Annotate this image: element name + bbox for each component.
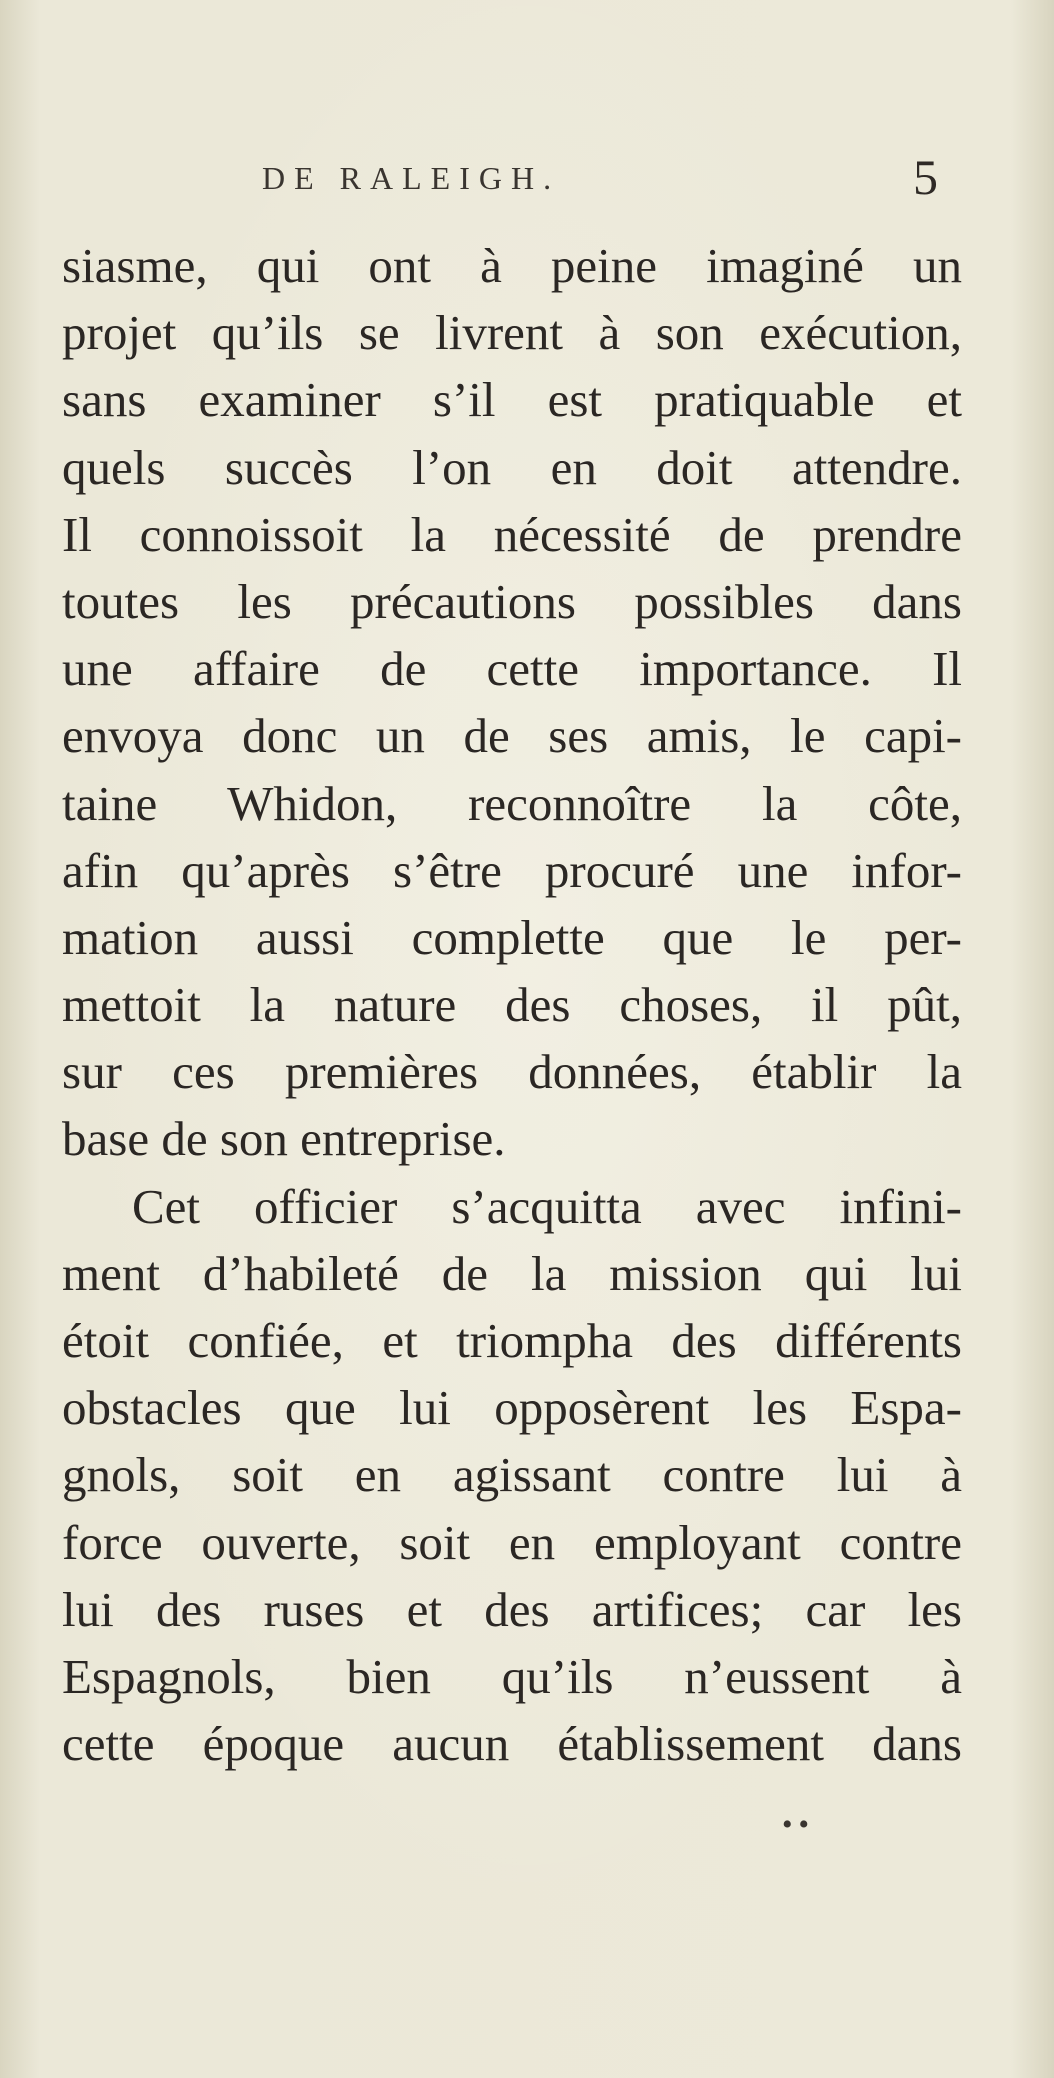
text-line: étoit confiée, et triompha des différents — [62, 1313, 962, 1368]
text-line: gnols, soit en agissant contre lui à — [62, 1447, 962, 1503]
text-line: sur ces premières données, établir la — [62, 1044, 962, 1100]
running-title: DE RALEIGH. — [262, 160, 561, 196]
text-line: Espagnols, bien qu’ils n’eussent à — [62, 1648, 962, 1704]
page-number: 5 — [913, 149, 938, 205]
page-header — [262, 148, 952, 208]
text-line: mation aussi complette que le per- — [62, 909, 962, 965]
text-line: projet qu’ils se livrent à son exécution, — [62, 305, 962, 361]
body-text — [62, 232, 962, 1777]
text-line: sans examiner s’il est pratiquable et — [62, 372, 962, 428]
text-line: taine Whidon, reconnoître la côte, — [62, 775, 962, 831]
text-line: mettoit la nature des choses, il pût, — [62, 977, 962, 1033]
text-line: afin qu’après s’être procuré une infor- — [62, 842, 962, 898]
text-line: une affaire de cette importance. Il — [62, 641, 962, 697]
text-line: quels succès l’on en doit attendre. — [62, 439, 962, 495]
text-line: lui des ruses et des artifices; car les — [62, 1581, 962, 1637]
text-line: base de son entreprise. — [62, 1111, 506, 1167]
text-line: force ouverte, soit en employant contre — [62, 1514, 962, 1570]
signature-mark: •• — [782, 1808, 816, 1841]
text-line: cette époque aucun établissement dans — [62, 1716, 962, 1772]
text-line: Il connoissoit la nécessité de prendre — [62, 506, 962, 562]
text-line: toutes les précautions possibles dans — [62, 573, 962, 629]
text-line: obstacles que lui opposèrent les Espa- — [62, 1380, 962, 1436]
text-line: siasme, qui ont à peine imaginé un — [62, 238, 962, 293]
text-line: ment d’habileté de la mission qui lui — [62, 1245, 962, 1301]
text-line: envoya donc un de ses amis, le capi- — [62, 708, 962, 764]
text-line: Cet officier s’acquitta avec infini- — [132, 1178, 962, 1234]
